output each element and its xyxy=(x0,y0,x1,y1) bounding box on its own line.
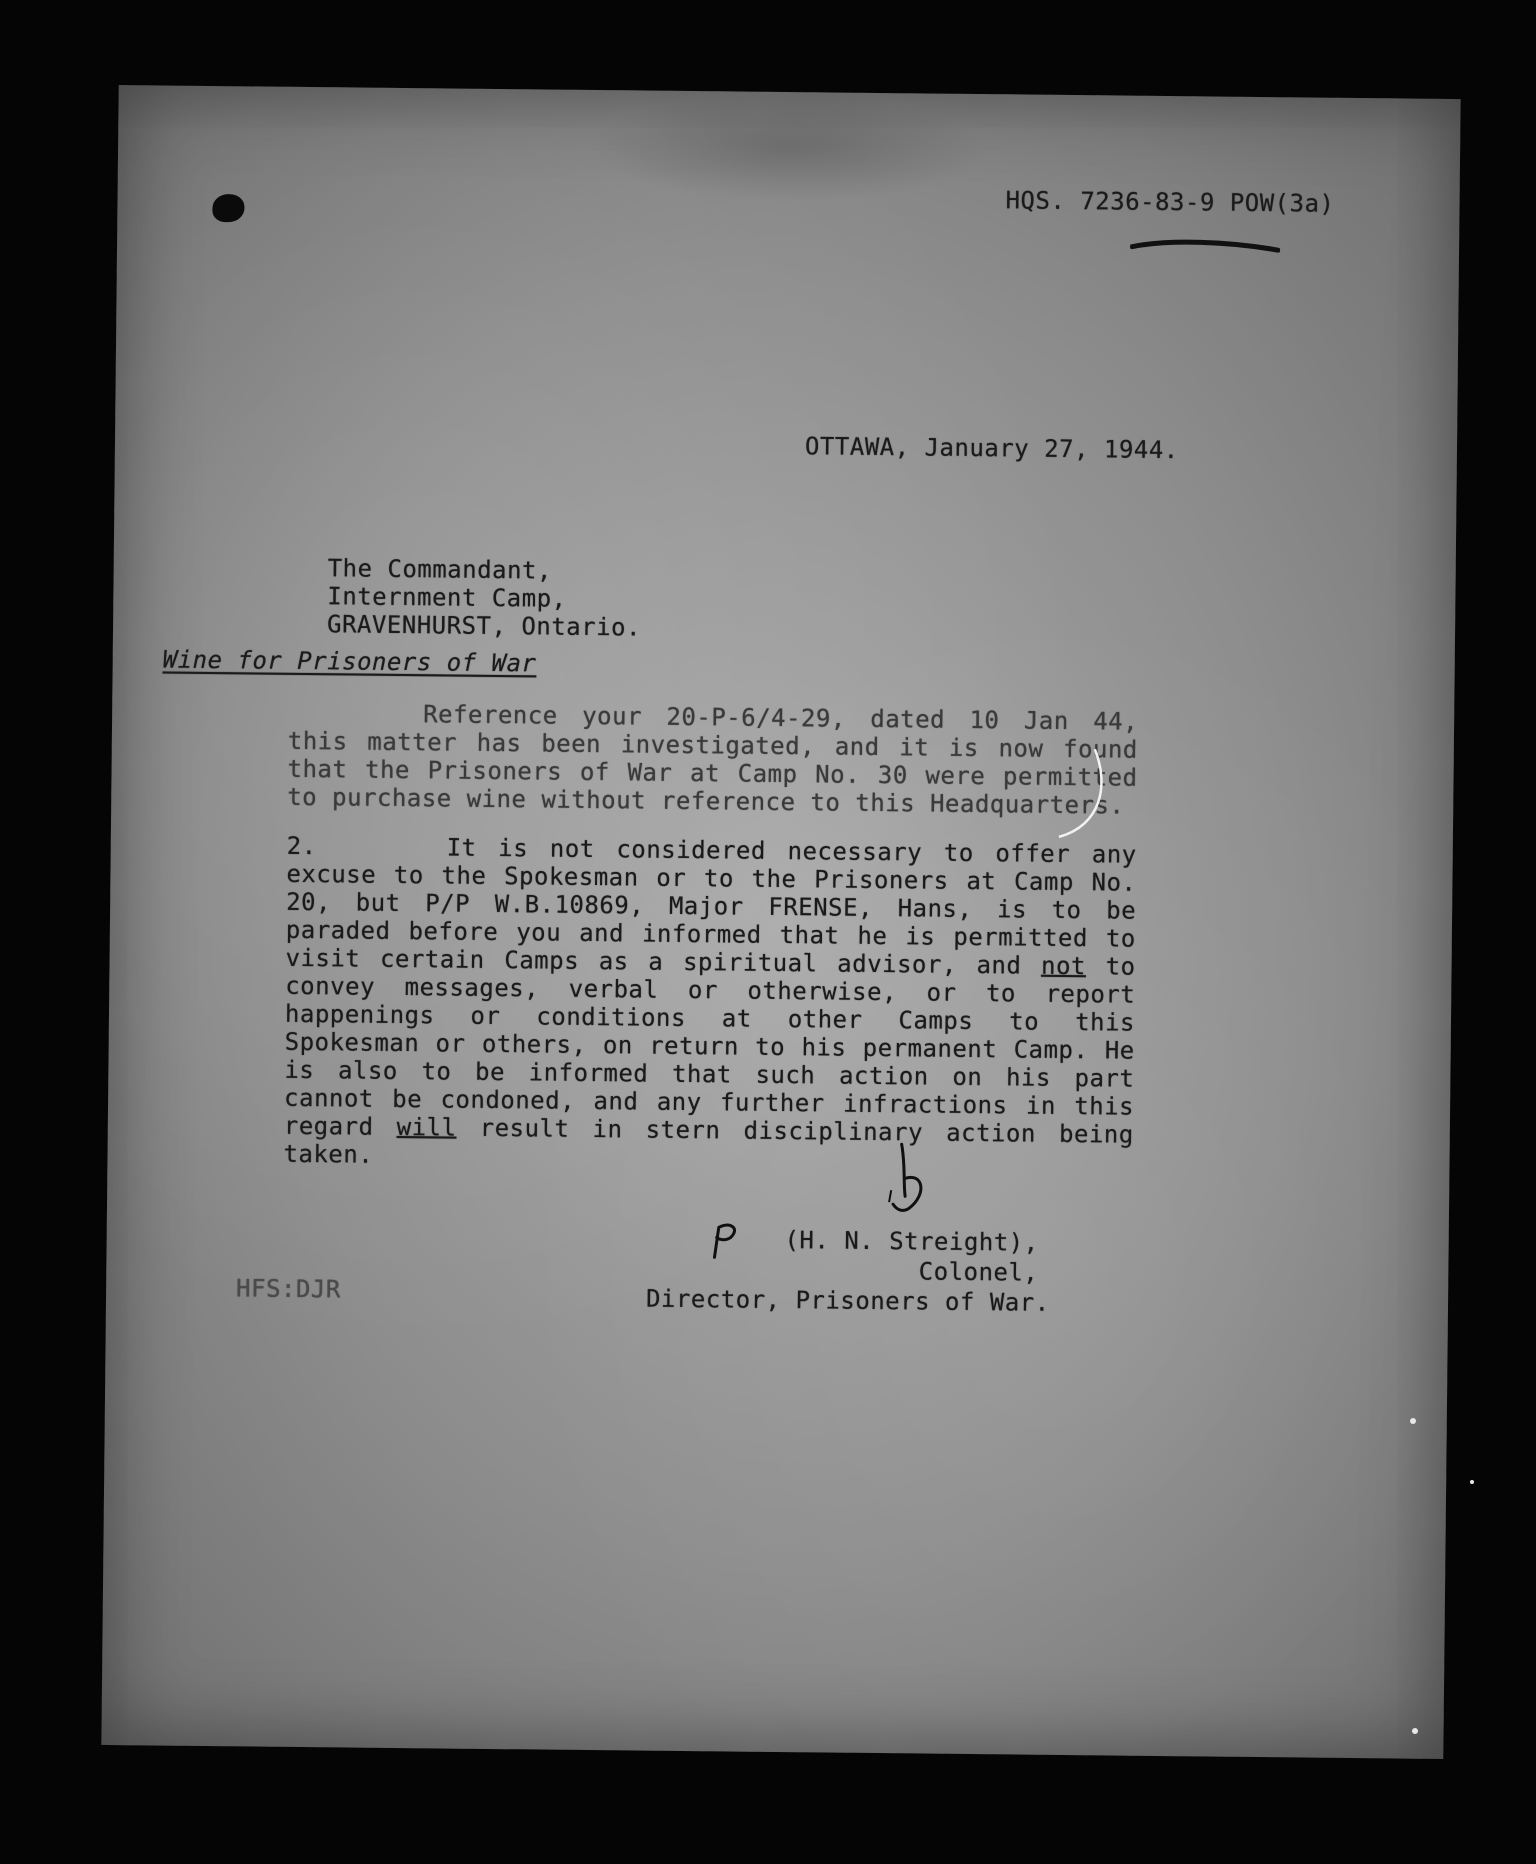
typist-initials: HFS:DJR xyxy=(235,1274,341,1304)
dust-speck xyxy=(1410,1418,1416,1424)
punch-hole-mark xyxy=(212,194,244,222)
signatory-name: (H. N. Streight), xyxy=(784,1226,1039,1257)
letter-page xyxy=(101,85,1460,1759)
paragraph-2-text: result in stern disciplinary action being taken. xyxy=(283,1113,1134,1169)
paragraph-1-text: Reference your 20-P-6/4-29, dated 10 Jan 44, this matter has been investigated, and it is now found that the Prisoners of War at Camp No. 30 were permitted to purchase wine without reference to this Headquarters. xyxy=(287,700,1139,820)
handwritten-initial xyxy=(879,1138,940,1219)
signatory-rank: Colonel, xyxy=(918,1257,1039,1287)
emphasis-will: will xyxy=(396,1112,457,1142)
paragraph-2-text: to convey messages, verbal or otherwise, or to report happenings or conditions at other Camps to this Spokesman or others, on return to his permanent Camp. He is also to be informed that such action on his part cannot be condoned, and any further infractions in this regard xyxy=(283,952,1136,1141)
file-reference-underline xyxy=(1130,239,1280,255)
recipient-line: GRAVENHURST, Ontario. xyxy=(326,610,642,642)
emphasis-not: not xyxy=(1040,951,1087,981)
paragraph-1 xyxy=(287,699,1138,820)
signature-block xyxy=(645,1224,1050,1318)
dust-speck xyxy=(1470,1480,1474,1484)
paragraph-number: 2. xyxy=(286,831,317,861)
paragraph-1-indent xyxy=(288,699,423,728)
paragraph-2 xyxy=(283,832,1136,1177)
signatory-title: Director, Prisoners of War. xyxy=(645,1284,1050,1317)
dust-speck xyxy=(1412,1728,1418,1734)
pen-mark xyxy=(1049,745,1110,846)
paragraph-2-text: It is not considered necessary to offer any excuse to the Spokesman or to the Prisoners at Camp No. 20, but P/P W.B.10869, Major FRENSE, Hans, is to be paraded before you and informed that he is permitted to visit certain Camps as a spiritual advisor, and xyxy=(285,833,1137,980)
date-line: OTTAWA, January 27, 1944. xyxy=(804,432,1179,465)
recipient-address xyxy=(327,554,642,641)
recipient-line: Internment Camp, xyxy=(327,582,567,613)
ink-blotch xyxy=(588,90,989,204)
file-reference: HQS. 7236-83-9 POW(3a) xyxy=(1005,186,1335,218)
subject-line: Wine for Prisoners of War xyxy=(162,645,537,678)
recipient-line: The Commandant, xyxy=(327,554,553,585)
